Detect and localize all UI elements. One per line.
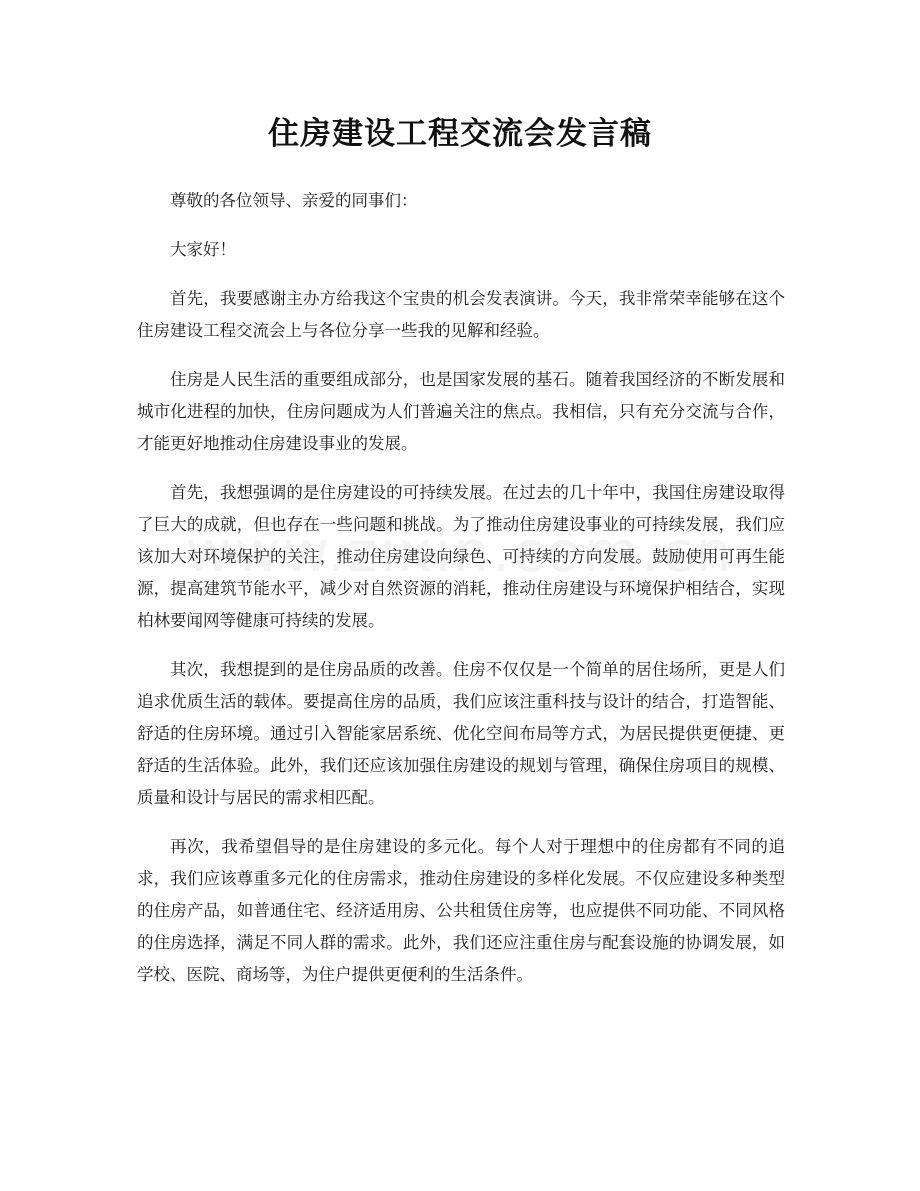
paragraph-intro: 首先，我要感谢主办方给我这个宝贵的机会发表演讲。今天，我非常荣幸能够在这个住房建设工程交流会上与各位分享一些我的见解和经验。 bbox=[137, 289, 785, 340]
paragraph-diversity: 再次，我希望倡导的是住房建设的多元化。每个人对于理想中的住房都有不同的追求，我们应该尊重多元化的住房需求，推动住房建设的多样化发展。不仅应建设多种类型的住房产品，如普通住宅、经济适用房、公共租赁住房等，也应提供不同功能、不同风格的住房选择，满足不同人群的需求。此外，我们还应注重住房与配套设施的协调发展，如学校、医院、商场等，为住户提供更便利的生活条件。 bbox=[137, 837, 785, 984]
paragraph-sustainability: 首先，我想强调的是住房建设的可持续发展。在过去的几十年中，我国住房建设取得了巨大的成就，但也存在一些问题和挑战。为了推动住房建设事业的可持续发展，我们应该加大对环境保护的关注，推动住房建设向绿色、可持续的方向发展。鼓励使用可再生能源，提高建筑节能水平，减少对自然资源的消耗，推动住房建设与环境保护相结合，实现柏林要闻网等健康可持续的发展。 bbox=[137, 483, 785, 630]
salutation: 尊敬的各位领导、亲爱的同事们： bbox=[170, 191, 418, 210]
greeting: 大家好！ bbox=[170, 240, 236, 259]
document-body bbox=[137, 185, 785, 1008]
document-title: 住房建设工程交流会发言稿 bbox=[268, 116, 652, 152]
paragraph-background: 住房是人民生活的重要组成部分，也是国家发展的基石。随着我国经济的不断发展和城市化进程的加快，住房问题成为人们普遍关注的焦点。我相信，只有充分交流与合作，才能更好地推动住房建设事业的发展。 bbox=[137, 370, 785, 453]
paragraph-quality: 其次，我想提到的是住房品质的改善。住房不仅仅是一个简单的居住场所，更是人们追求优质生活的载体。要提高住房的品质，我们应该注重科技与设计的结合，打造智能、舒适的住房环境。通过引入智能家居系统、优化空间布局等方式，为居民提供更便捷、更舒适的生活体验。此外，我们还应该加强住房建设的规划与管理，确保住房项目的规模、质量和设计与居民的需求相匹配。 bbox=[137, 660, 785, 807]
